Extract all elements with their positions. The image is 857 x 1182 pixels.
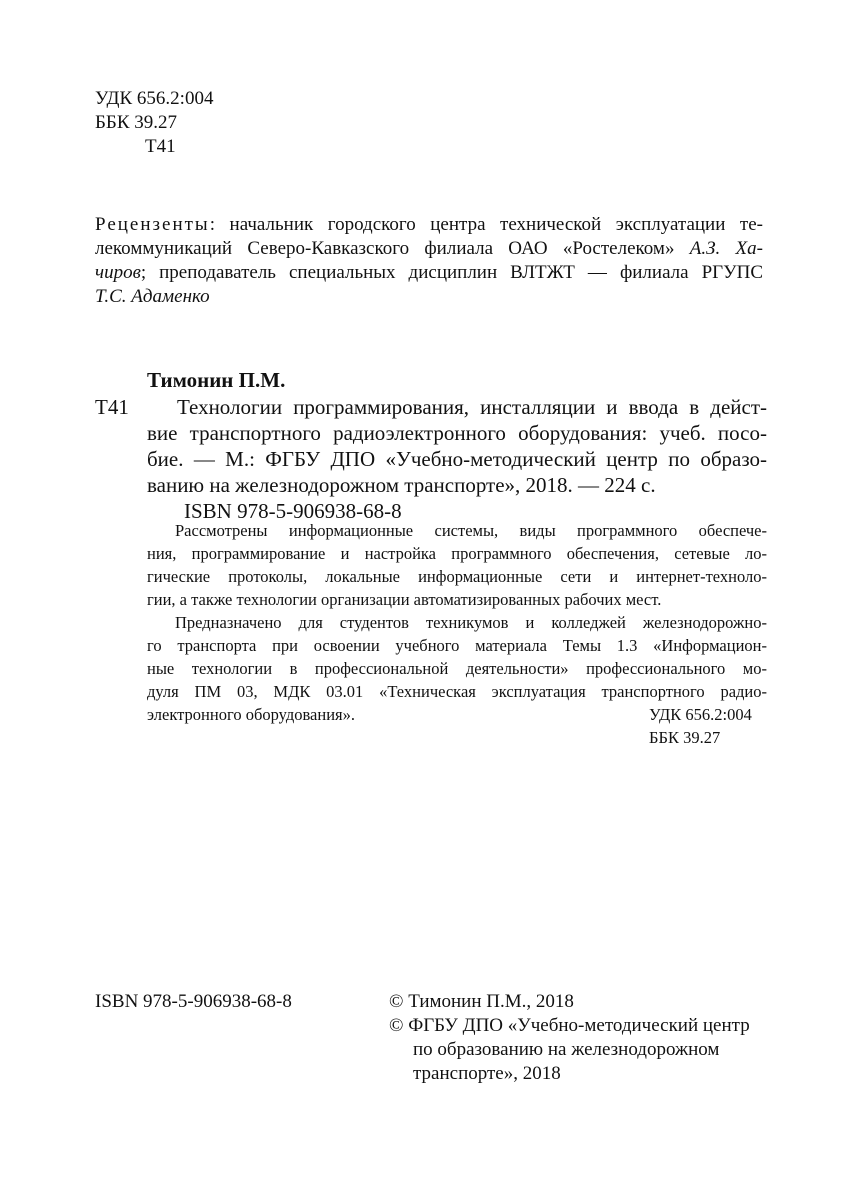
copyright-symbol: ©	[389, 991, 404, 1012]
author-mark: Т41	[145, 136, 176, 157]
copyright-line: © ФГБУ ДПО «Учебно-методический центр	[389, 1015, 750, 1036]
bbk-code: ББК 39.27	[95, 112, 177, 133]
reviewer-name: чиров	[95, 262, 141, 283]
reviewers-line: лекоммуникаций Северо-Кавказского филиала ОАО «Ростелеком» А.З. Ха-	[95, 238, 763, 259]
reviewers-line: чиров; преподаватель специальных дисциплин ВЛТЖТ — филиала РГУПС	[95, 262, 763, 283]
bib-mark: Т41	[95, 395, 129, 419]
annotation-bbk: ББК 39.27	[649, 728, 721, 747]
annotation-line: электронного оборудования».	[147, 705, 355, 724]
reviewers-line	[95, 285, 763, 309]
udk-code: УДК 656.2:004	[95, 88, 214, 109]
copyright-line: транспорте», 2018	[413, 1063, 561, 1084]
bib-line: вие транспортного радиоэлектронного оборудования: учеб. посо-	[147, 421, 767, 445]
bib-line: Технологии программирования, инсталляции и ввода в дейст-	[177, 395, 767, 419]
annotation	[147, 519, 767, 726]
annotation-line: ные технологии в профессиональной деятельности» профессионального мо-	[147, 659, 767, 678]
bib-line: бие. — М.: ФГБУ ДПО «Учебно-методический центр по образо-	[147, 447, 767, 471]
annotation-line: гические протоколы, локальные информационные сети и интернет-техноло-	[147, 567, 767, 586]
bib-description	[147, 394, 767, 524]
copyright-line: по образованию на железнодорожном	[413, 1039, 720, 1060]
bib-isbn: ISBN 978-5-906938-68-8	[184, 499, 402, 523]
annotation-line: ния, программирование и настройка программного обеспечения, сетевые ло-	[147, 544, 767, 563]
bib-author: Тимонин П.М.	[147, 368, 286, 392]
reviewers-line: Рецензенты: начальник городского центра технической эксплуатации те-	[95, 214, 763, 235]
reviewer-name: А.З. Ха-	[689, 238, 763, 259]
copyright-symbol: ©	[389, 1015, 404, 1036]
annotation-line: го транспорта при освоении учебного материала Темы 1.3 «Информацион-	[147, 636, 767, 655]
reviewer-name: Т.С. Адаменко	[95, 286, 210, 307]
annotation-line: Рассмотрены информационные системы, виды программного обеспече-	[175, 521, 767, 540]
copyright-block	[389, 990, 750, 1086]
annotation-line: дуля ПМ 03, МДК 03.01 «Техническая эксплуатация транспортного радио-	[147, 682, 767, 701]
bib-line: ванию на железнодорожном транспорте», 2018. — 224 с.	[147, 473, 656, 497]
footer-isbn: ISBN 978-5-906938-68-8	[95, 991, 292, 1012]
annotation-codes	[649, 703, 752, 749]
annotation-line: гии, а также технологии организации автоматизированных рабочих мест.	[147, 590, 662, 609]
annotation-udk: УДК 656.2:004	[649, 705, 752, 724]
reviewers-label: Рецензенты	[95, 214, 210, 235]
copyright-line: © Тимонин П.М., 2018	[389, 991, 574, 1012]
reviewers-block	[95, 213, 763, 309]
annotation-line: Предназначено для студентов техникумов и колледжей железнодорожно-	[175, 613, 767, 632]
header-codes	[95, 87, 213, 159]
